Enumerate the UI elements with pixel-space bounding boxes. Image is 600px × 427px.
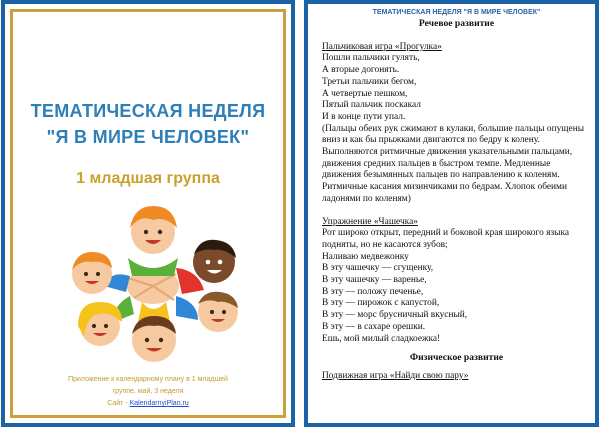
poem1-line: А вторые догонять. xyxy=(322,65,400,76)
child-top-right xyxy=(176,240,236,294)
child-bottom-left xyxy=(78,296,134,346)
spacer xyxy=(322,206,591,217)
cover-page xyxy=(1,0,295,427)
section-physical-title: Физическое развитие xyxy=(409,352,504,364)
poem1-line: Третьи пальчики бегом, xyxy=(322,76,417,87)
poem2-line: Наливаю медвежонку xyxy=(322,251,409,262)
child-top xyxy=(128,206,178,276)
cover-footer xyxy=(21,374,275,410)
poem1-line: Пошли пальчики гулять, xyxy=(322,53,420,64)
spacer xyxy=(322,31,591,42)
content-header: ТЕМАТИЧЕСКАЯ НЕДЕЛЯ "Я В МИРЕ ЧЕЛОВЕК" xyxy=(372,9,541,16)
game1-title: Пальчиковая игра «Прогулка» xyxy=(322,41,442,52)
child-right xyxy=(176,292,238,332)
cover-subtitle: 1 младшая группа xyxy=(76,170,220,187)
site-prefix: Сайт - xyxy=(107,400,130,407)
poem2-line: В эту — в сахаре орешки. xyxy=(322,321,426,332)
child-bottom xyxy=(132,302,176,362)
poem2-line: В эту чашечку — сгущенку, xyxy=(322,263,434,274)
poem2-line: В эту чашечку — варенье, xyxy=(322,275,427,286)
poem2-line: Ешь, мой милый сладкоежка! xyxy=(322,333,441,344)
poem2-line: В эту — пирожок с капустой, xyxy=(322,298,440,309)
poem1-line: Пятый пальчик поскакал xyxy=(322,100,421,111)
cover-footer-line2: группе, май, 3 неделя xyxy=(112,388,184,395)
spacer xyxy=(322,345,591,351)
content-page xyxy=(304,0,599,427)
cover-footer-line1: Приложение к календарному плану в 1 младшей xyxy=(68,376,228,383)
cover-title-line1: ТЕМАТИЧЕСКАЯ НЕДЕЛЯ xyxy=(30,101,266,121)
game2-instructions: Рот широко открыт, передний и боковой края широкого языка подняты, но не касаются зубов; xyxy=(322,228,570,250)
poem1-line: И в конце пути упал. xyxy=(322,111,406,122)
cover-inner-frame xyxy=(10,9,286,418)
cover-footer-site xyxy=(21,398,275,410)
cover-title xyxy=(13,98,283,150)
poem2-line: В эту — морс брусничный вкусный, xyxy=(322,310,468,321)
poem2-line: В эту — положу печенье, xyxy=(322,286,424,297)
poem1 xyxy=(322,53,591,123)
children-circle-illustration xyxy=(58,198,248,368)
child-left xyxy=(72,252,130,294)
section-speech-title: Речевое развитие xyxy=(418,18,495,29)
poem2 xyxy=(322,252,591,346)
game1-instructions: (Пальцы обеих рук сжимают в кулаки, большие пальцы опущены вниз и как бы прыжками двигаются по бедру к колену. Выполняются ритмичные движения указательными пальцами, движения средних пальцев в быстром темпе. Медленные движения безымянных пальцев по направлению к коленям. Ритмичные касания мизинчиками по бедрам. Хлопок обеими ладонями по коленям) xyxy=(322,123,585,204)
cover-title-line2: "Я В МИРЕ ЧЕЛОВЕК" xyxy=(46,127,250,147)
game2-title: Упражнение «Чашечка» xyxy=(322,216,418,227)
content-body xyxy=(322,8,591,383)
poem1-line: А четвертые пешком, xyxy=(322,88,408,99)
game3-title: Подвижная игра «Найди свою пару» xyxy=(322,370,469,381)
site-link[interactable]: KalendarnyiPlan.ru xyxy=(129,400,189,407)
